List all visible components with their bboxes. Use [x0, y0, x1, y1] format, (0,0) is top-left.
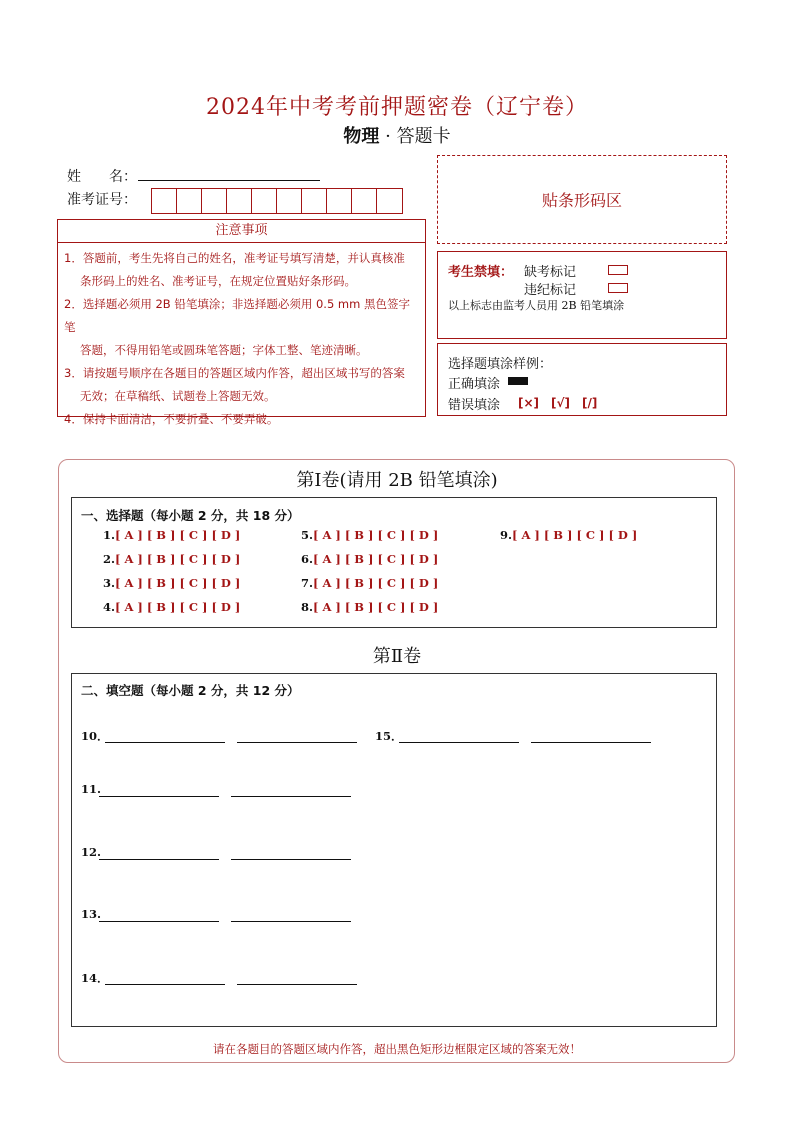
choice-options[interactable]: [ A ] [ B ] [ C ] [ D ]	[115, 552, 241, 566]
id-number-boxes[interactable]	[151, 188, 403, 214]
violation-mark-box[interactable]	[608, 283, 628, 293]
correct-fill-sample	[508, 377, 528, 385]
id-digit-box[interactable]	[377, 189, 402, 213]
choice-question-4[interactable]	[103, 600, 240, 614]
name-label: 姓 名：	[67, 169, 137, 185]
notice-line: 4．保持卡面清洁，不要折叠、不要弄破。	[64, 412, 279, 426]
answer-line-15b[interactable]	[531, 742, 651, 743]
answer-line-12a[interactable]	[99, 859, 219, 860]
id-digit-box[interactable]	[152, 189, 177, 213]
answer-line-13b[interactable]	[231, 921, 351, 922]
choice-section	[71, 497, 717, 628]
barcode-area: 贴条形码区	[437, 155, 727, 244]
id-digit-box[interactable]	[352, 189, 377, 213]
choice-section-heading: 一、选择题（每小题 2 分，共 18 分）	[81, 508, 300, 523]
fill-sample-box	[437, 343, 727, 416]
examiner-mark-box	[437, 251, 727, 339]
choice-options[interactable]: [ A ] [ B ] [ C ] [ D ]	[115, 528, 241, 542]
question-number-10: 10．	[81, 729, 109, 743]
fill-section-heading: 二、填空题（每小题 2 分，共 12 分）	[81, 683, 300, 698]
notice-line: 3．请按题号顺序在各题目的答题区域内作答，超出区域书写的答案	[64, 366, 405, 380]
subtitle-dot: ·	[385, 126, 391, 147]
choice-options[interactable]: [ A ] [ B ] [ C ] [ D ]	[313, 600, 439, 614]
id-digit-box[interactable]	[277, 189, 302, 213]
question-number-12: 12.	[81, 845, 102, 859]
choice-question-5[interactable]	[301, 528, 438, 542]
choice-question-2[interactable]	[103, 552, 240, 566]
choice-question-8[interactable]	[301, 600, 438, 614]
choice-options[interactable]: [ A ] [ B ] [ C ] [ D ]	[115, 576, 241, 590]
question-number: 3.	[103, 576, 116, 590]
violation-label: 违纪标记	[524, 283, 577, 298]
answer-line-10b[interactable]	[237, 742, 357, 743]
notice-line: 无效；在草稿纸、试题卷上答题无效。	[80, 389, 276, 403]
wrong-fill-samples: [×] [√] [/]	[518, 396, 598, 410]
part2-title: 第Ⅱ卷	[372, 646, 422, 667]
part1-title: 第Ⅰ卷(请用 2B 铅笔填涂)	[296, 470, 498, 491]
notice-line: 答题，不得用铅笔或圆珠笔答题；字体工整、笔迹清晰。	[80, 343, 368, 357]
id-label: 准考证号：	[67, 192, 137, 208]
answer-line-14a[interactable]	[105, 984, 225, 985]
question-number: 5.	[301, 528, 314, 542]
notice-line: 1．答题前，考生先将自己的姓名，准考证号填写清楚，并认真核准	[64, 251, 405, 265]
notice-line: 条形码上的姓名、准考证号，在规定位置贴好条形码。	[80, 274, 356, 288]
subject: 物理	[343, 126, 380, 147]
footer-note: 请在各题目的答题区域内作答，超出黑色矩形边框限定区域的答案无效！	[213, 1042, 581, 1056]
id-digit-box[interactable]	[302, 189, 327, 213]
question-number: 1.	[103, 528, 116, 542]
id-digit-box[interactable]	[327, 189, 352, 213]
answer-line-11a[interactable]	[99, 796, 219, 797]
notice-line: 2．选择题必须用 2B 铅笔填涂；非选择题必须用 0.5 mm 黑色签字笔	[64, 297, 410, 334]
missing-mark-box[interactable]	[608, 265, 628, 275]
notice-body	[57, 243, 426, 426]
correct-label: 正确填涂	[448, 377, 501, 392]
ban-note: 以上标志由监考人员用 2B 铅笔填涂	[448, 299, 625, 312]
question-number: 6.	[301, 552, 314, 566]
choice-options[interactable]: [ A ] [ B ] [ C ] [ D ]	[512, 528, 638, 542]
choice-question-7[interactable]	[301, 576, 438, 590]
question-number-11: 11.	[81, 782, 102, 796]
question-number-14: 14．	[81, 971, 109, 985]
answer-line-13a[interactable]	[99, 921, 219, 922]
choice-question-3[interactable]	[103, 576, 240, 590]
sample-heading: 选择题填涂样例：	[448, 357, 553, 372]
choice-question-6[interactable]	[301, 552, 438, 566]
missing-label: 缺考标记	[524, 265, 577, 280]
answer-line-11b[interactable]	[231, 796, 351, 797]
answer-line-10a[interactable]	[105, 742, 225, 743]
choice-question-9[interactable]	[500, 528, 637, 542]
name-field[interactable]	[138, 180, 320, 181]
question-number-13: 13.	[81, 907, 102, 921]
id-digit-box[interactable]	[202, 189, 227, 213]
id-digit-box[interactable]	[227, 189, 252, 213]
answer-line-12b[interactable]	[231, 859, 351, 860]
choice-options[interactable]: [ A ] [ B ] [ C ] [ D ]	[313, 552, 439, 566]
notice-heading: 注意事项	[57, 219, 426, 243]
wrong-label: 错误填涂	[448, 398, 501, 413]
fill-blank-section	[71, 673, 717, 1027]
choice-question-1[interactable]	[103, 528, 240, 542]
question-number: 4.	[103, 600, 116, 614]
id-digit-box[interactable]	[177, 189, 202, 213]
question-number-15: 15．	[375, 729, 403, 743]
ban-label: 考生禁填：	[448, 265, 514, 280]
page-title: 2024年中考考前押题密卷（辽宁卷）	[206, 95, 588, 120]
choice-options[interactable]: [ A ] [ B ] [ C ] [ D ]	[313, 528, 439, 542]
choice-options[interactable]: [ A ] [ B ] [ C ] [ D ]	[115, 600, 241, 614]
question-number: 2.	[103, 552, 116, 566]
question-number: 7.	[301, 576, 314, 590]
id-digit-box[interactable]	[252, 189, 277, 213]
page-subtitle	[0, 122, 794, 148]
question-number: 9.	[500, 528, 513, 542]
answer-line-14b[interactable]	[237, 984, 357, 985]
answer-line-15a[interactable]	[399, 742, 519, 743]
choice-options[interactable]: [ A ] [ B ] [ C ] [ D ]	[313, 576, 439, 590]
card-type: 答题卡	[396, 126, 451, 147]
question-number: 8.	[301, 600, 314, 614]
